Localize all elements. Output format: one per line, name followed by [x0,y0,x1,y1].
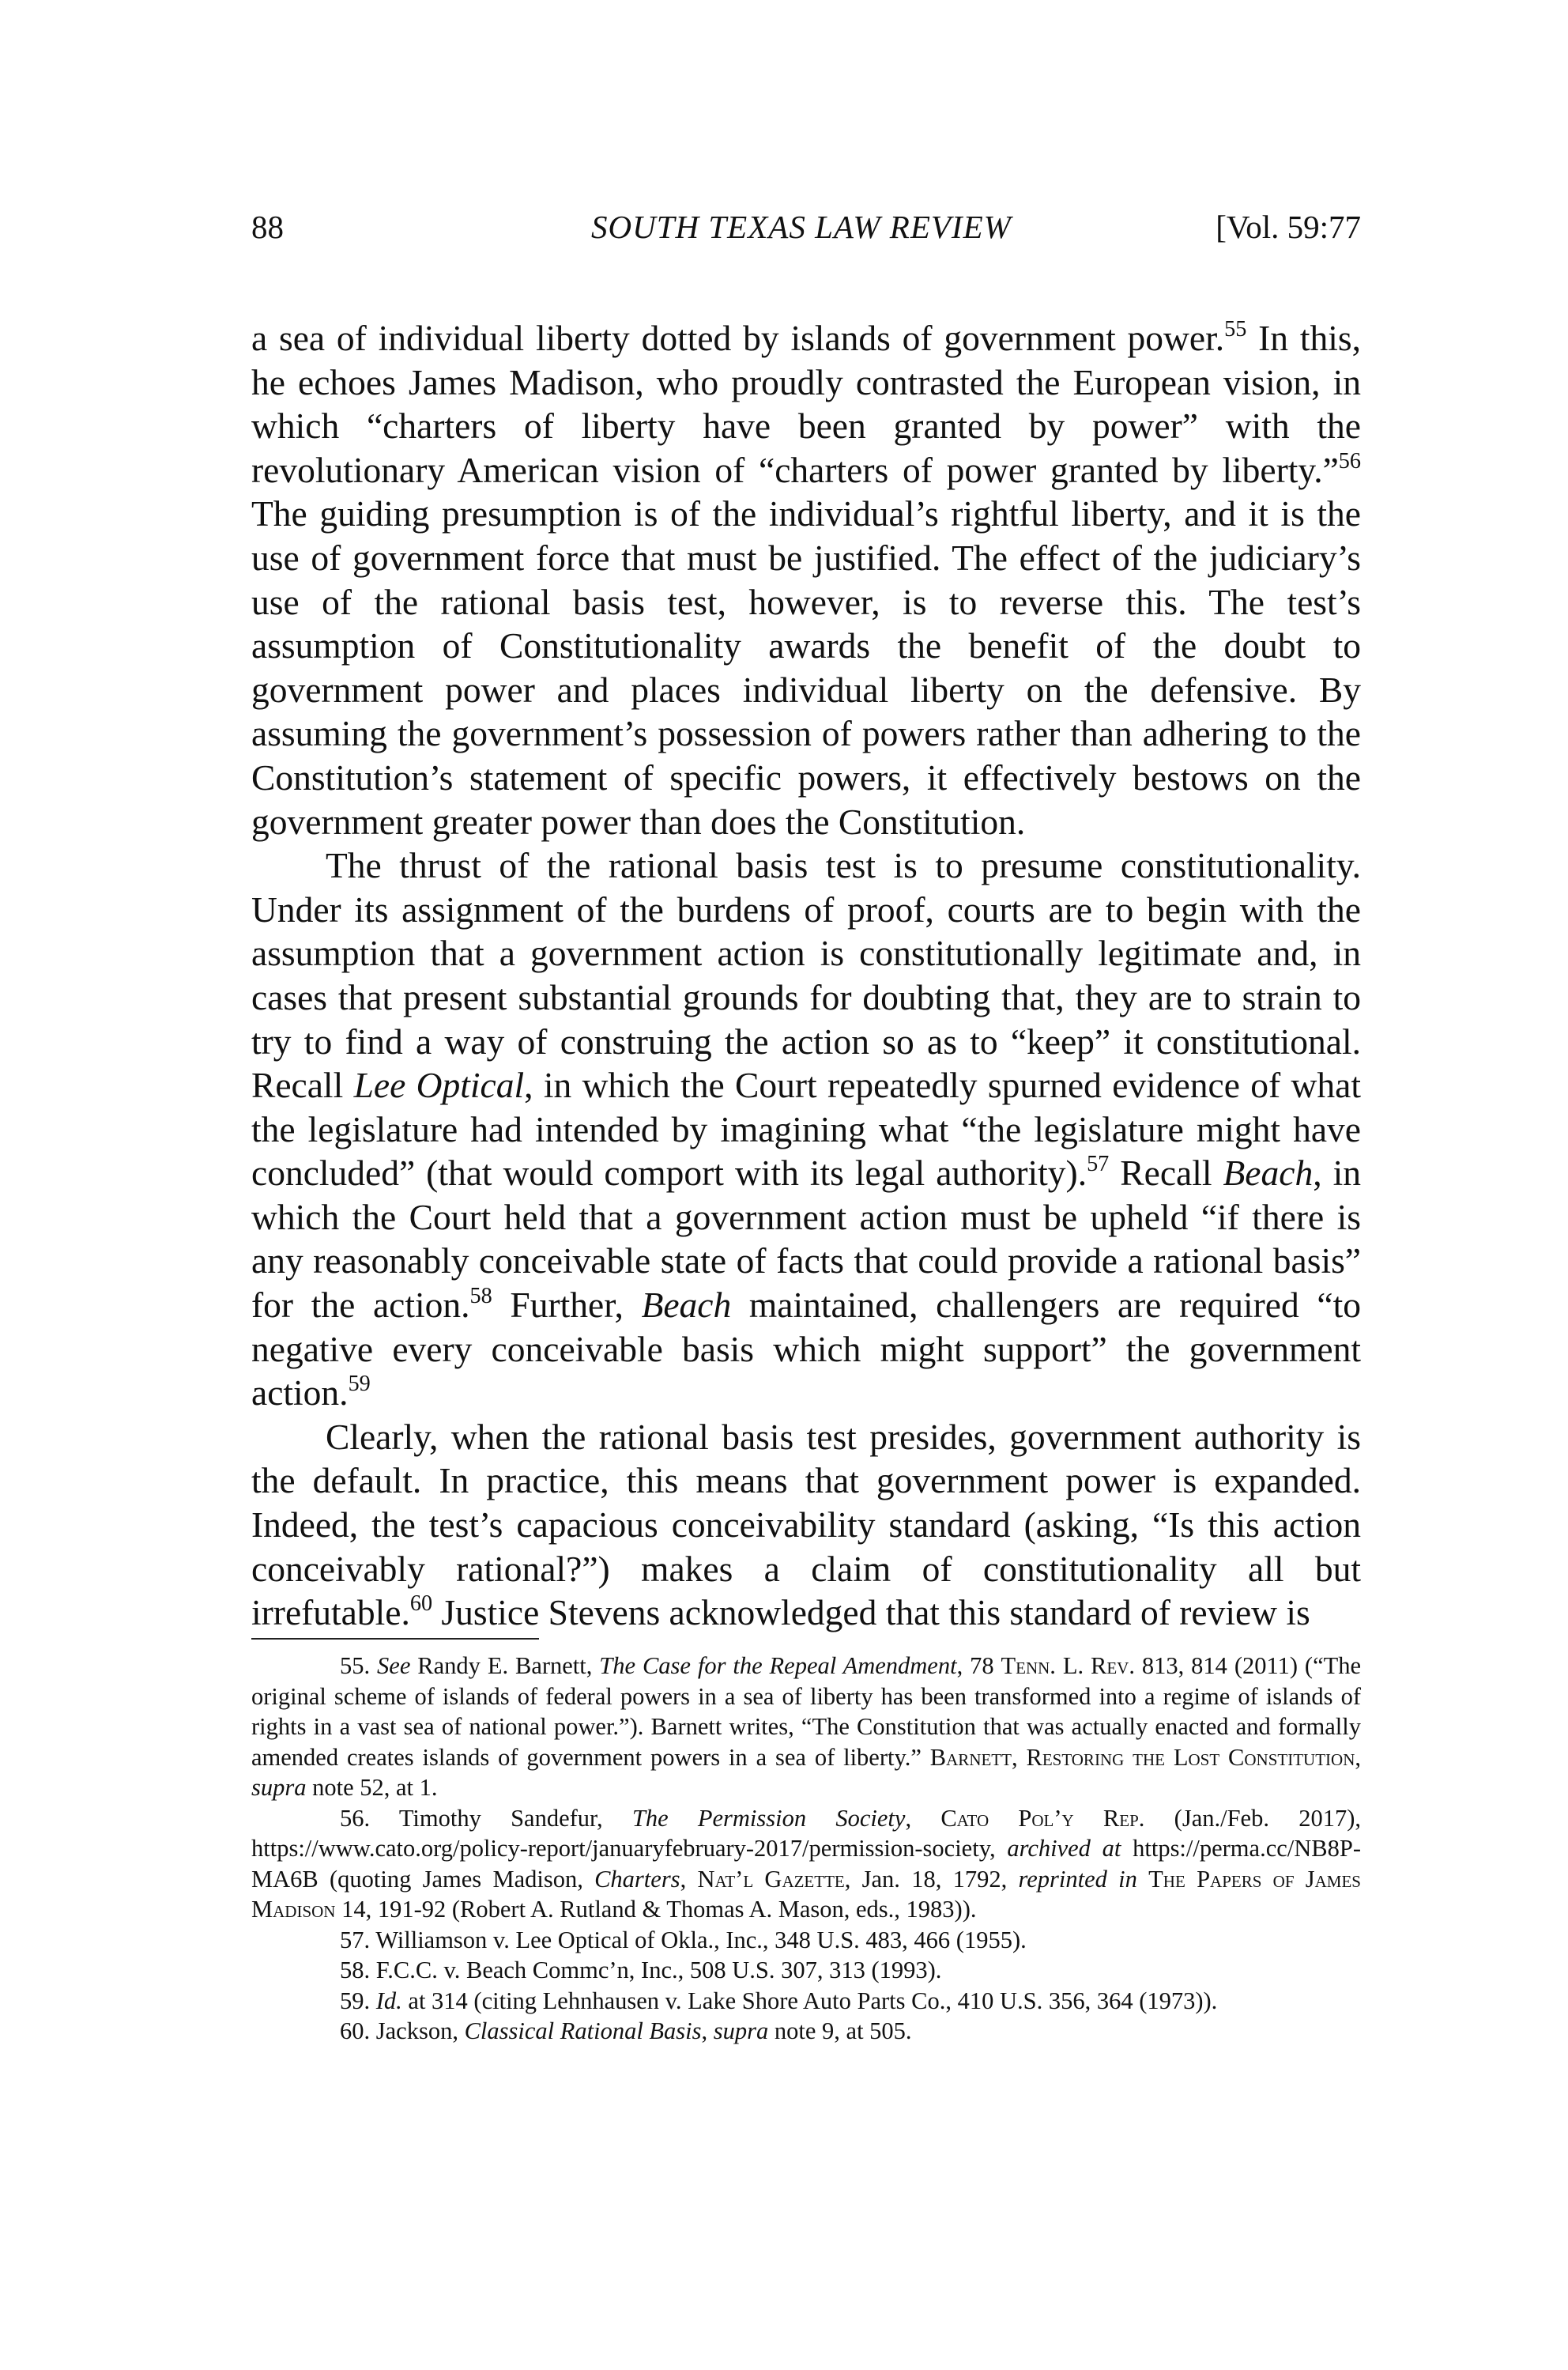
running-header [251,207,1361,247]
page-number: 88 [251,209,284,245]
footnote-55: 55. See Randy E. Barnett, The Case for the Repeal Amendment, 78 Tenn. L. Rev. 813, 814 (2011) (“The original scheme of islands of federal powers in a sea of liberty has been transformed into a regime of islands of rights in a vast sea of national power.”). Barnett writes, “The Constitution that was actually enacted and formally amended creates islands of government powers in a sea of liberty.” Barnett, Restoring the Lost Constitution, supra note 52, at 1. [251,1652,1362,1801]
footnote-57: 57. Williamson v. Lee Optical of Okla., Inc., 348 U.S. 483, 466 (1955). [251,1925,1361,1956]
case-name-lee-optical: Lee Optical [353,1065,525,1106]
footnote-number: 55. [340,1652,371,1679]
journal-title: SOUTH TEXAS LAW REVIEW [591,209,1012,245]
footnote-ref-60: 60 [409,1591,433,1617]
paragraph-1: a sea of individual liberty dotted by islands of government power.$^{55}$ In this, he echoes James Madison, who proudly contrasted the European vision, in which “charters of liberty have been granted by power” with the revolutionary American vision of “charters of power granted by liberty.”$^{56}$ The guiding presumption is of the individual’s rightful liberty, and it is the use of government force that must be justified. The effect of the judiciary’s use of the rational basis test, however, is to reverse this. The test’s assumption of Constitutionality awards the benefit of the doubt to government power and places individual liberty on the defensive. By assuming the government’s possession of powers rather than adhering to the Constitution’s statement of specific powers, it effectively bestows on the government greater power than does the Constitution. [251,316,1361,842]
footnote-ref-55: 55 [1224,316,1247,342]
footnote-ref-59: 59 [348,1372,371,1397]
footnote-number: 60. [340,2017,371,2044]
footnotes [251,1651,1361,2047]
footnote-56: 56. Timothy Sandefur, The Permission Society, Cato Pol’y Rep. (Jan./Feb. 2017), https://www.cato.org/policy-report/januaryfebruary-2017/permission-society, archived at https://perma.cc/NB8P-MA6B (quoting James Madison, Charters, Nat’l Gazette, Jan. 18, 1792, reprinted in The Papers of James Madison 14, 191-92 (Robert A. Rutland & Thomas A. Mason, eds., 1983)). [251,1804,1362,1923]
footnote-number: 57. [340,1926,371,1953]
footnote-60: 60. Jackson, Classical Rational Basis, supra note 9, at 505. [251,2016,1361,2047]
volume-citation: [Vol. 59:77 [1216,209,1361,245]
footnote-number: 58. [340,1957,371,1983]
footnote-ref-57: 57 [1087,1152,1110,1177]
footnote-divider [251,1638,539,1640]
paragraph-2: The thrust of the rational basis test is to presume constitutionality. Under its assignment of the burdens of proof, courts are to begin with the assumption that a government action is constitutionally legitimate and, in cases that present substantial grounds for doubting that, they are to strain to try to find a way of construing the action so as to “keep” it constitutional. Recall Lee Optical, in which the Court repeatedly spurned evidence of what the legislature had intended by imagining what “the legislature might have concluded” (that would comport with its legal authority).$^{57}$ Recall Beach, in which the Court held that a government action must be upheld “if there is any reasonably conceivable state of facts that could provide a rational basis” for the action.$^{58}$ Further, Beach maintained, challengers are required “to negative every conceivable basis which might support” the government action.$^{59}$ [251,845,1361,1413]
footnote-ref-56: 56 [1338,448,1361,474]
footnote-58: 58. F.C.C. v. Beach Commc’n, Inc., 508 U.S. 307, 313 (1993). [251,1955,1361,1986]
footnote-number: 59. [340,1987,371,2014]
case-name-beach: Beach [1223,1153,1314,1194]
footnote-59: 59. Id. at 314 (citing Lehnhausen v. Lake Shore Auto Parts Co., 410 U.S. 356, 364 (1973)). [251,1986,1361,2017]
footnote-number: 56. [340,1804,371,1832]
footnote-ref-58: 58 [469,1283,492,1308]
paragraph-3: Clearly, when the rational basis test presides, government authority is the default. In practice, this means that government power is expanded. Indeed, the test’s capacious conceivability standard (asking, “Is this action conceivably rational?”) makes a claim of constitutionality all but irrefutable.$^{60}$ Justice Stevens acknowledged that this standard of review is [251,1416,1361,1633]
case-name-beach: Beach [641,1285,732,1326]
main-text [251,316,1361,1635]
